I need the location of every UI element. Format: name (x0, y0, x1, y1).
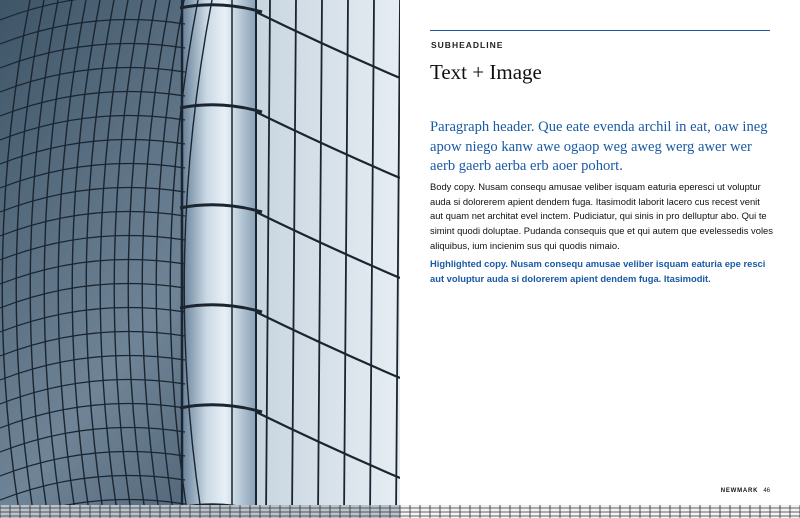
grid-strip (0, 505, 400, 518)
paragraph-header: Paragraph header. Que eate evenda archil in eat, oaw ineg apow niego kanw awe ogaop weg aweg werg awer wer aerb gaerb aerba erb aoer pohort. (430, 119, 768, 174)
subheadline: SUBHEADLINE (431, 40, 504, 50)
page-number: 46 (763, 488, 770, 494)
page-footer (721, 488, 770, 494)
top-rule (430, 30, 770, 31)
highlighted-copy: Highlighted copy. Nusam consequ amusae veliber isquam eaturia epe resci aut voluptur auda si dolorerem apient dendem fuga. Itasimodit. (430, 258, 766, 284)
page-title: Text + Image (430, 60, 542, 84)
grid-strip (400, 505, 800, 518)
footer-brand: NEWMARK (720, 488, 759, 494)
text-page (400, 0, 800, 518)
body-copy: Body copy. Nusam consequ amusae veliber isquam eaturia eperesci ut voluptur auda si dolorerem apient dendem fuga. Itasimodit laborit lacero cus recest venit aut quam net architat evel inctem. Pudiciatur, qui sinis in pro delluptur abo. Qui te simint quodi doluptae. Pudanda consequis que et qui autem que evelessedis voles aliquibus, ium incienim sus qui quodis nimaio. (430, 181, 773, 251)
